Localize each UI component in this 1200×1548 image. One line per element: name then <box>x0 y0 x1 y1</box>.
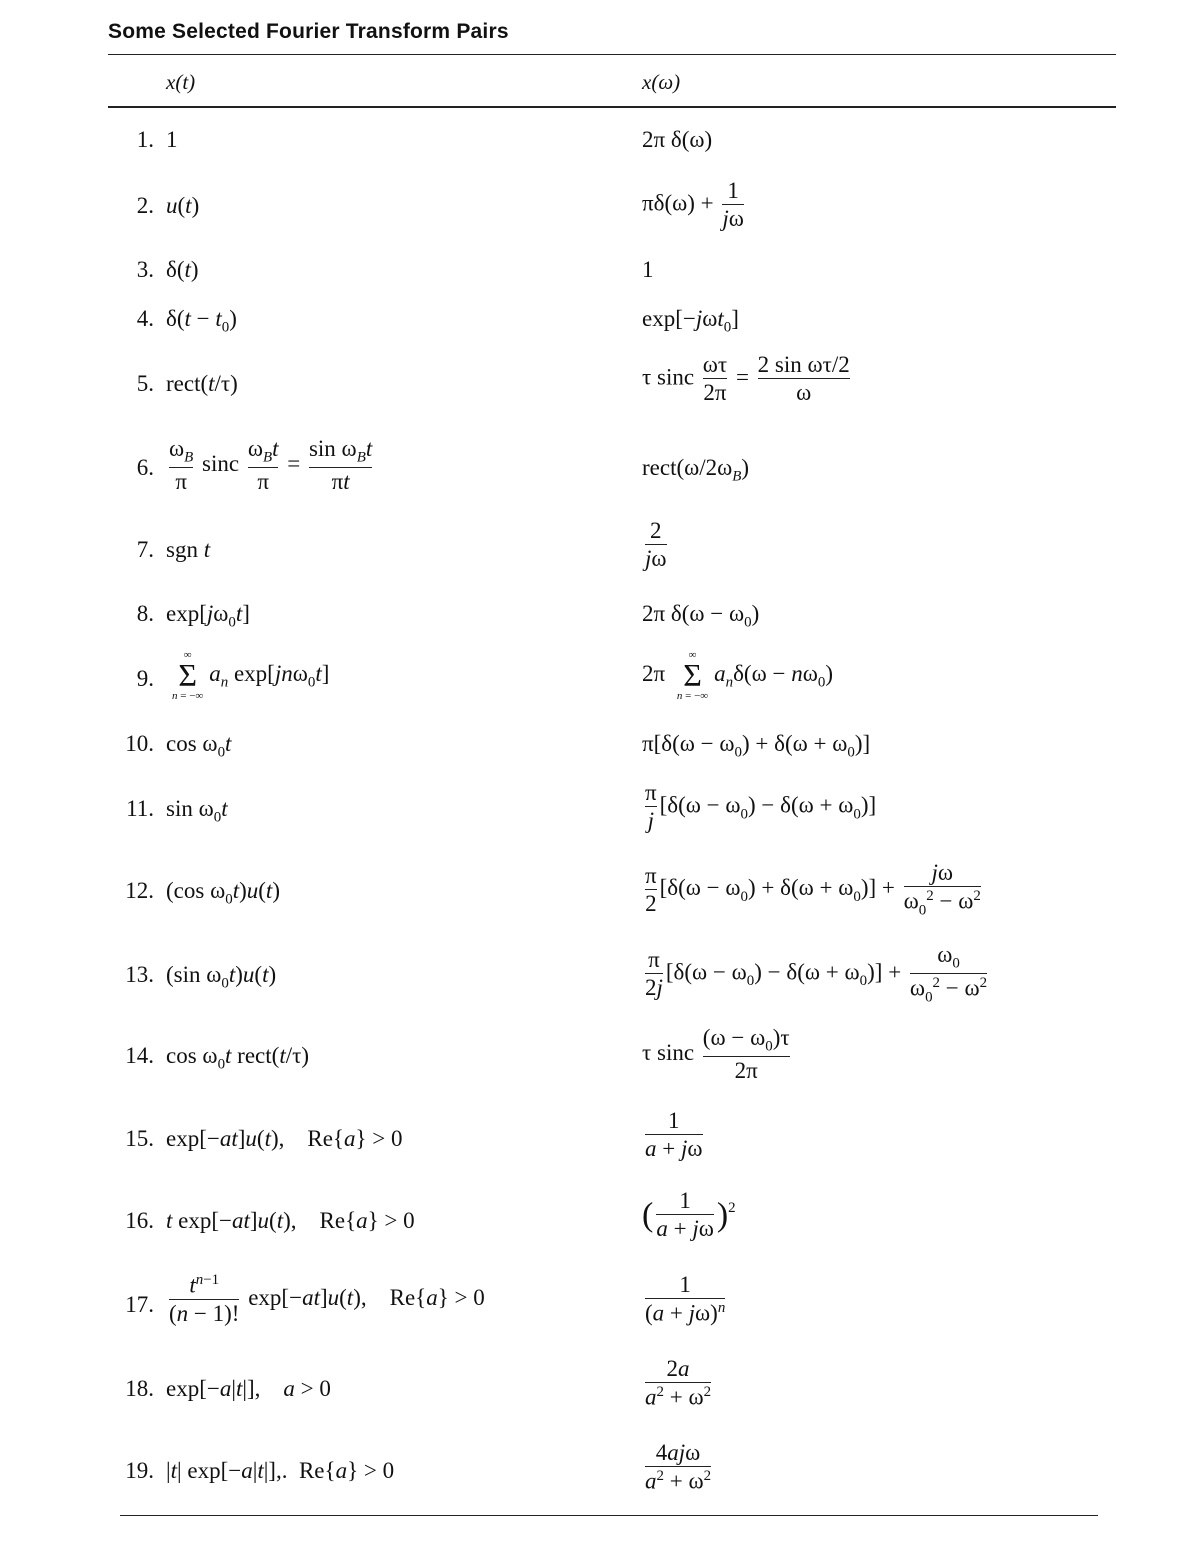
time-expr: $\sin \omega_0t$ <box>166 796 228 826</box>
row-number: 16. <box>125 1208 154 1233</box>
row-number: 4. <box>136 306 154 331</box>
row-number: 12. <box>125 878 154 903</box>
row-number: 10. <box>125 731 154 756</box>
header-rule <box>108 106 1116 108</box>
row-number: 8. <box>136 601 154 626</box>
freq-expr: 1 <box>642 257 654 282</box>
bottom-rule <box>120 1515 1098 1516</box>
time-expr: $\exp[j\omega_0t]$ <box>166 601 250 631</box>
time-expr: sgn t <box>166 537 211 562</box>
freq-expr: 2π $\delta(\omega - \omega_0)$ <box>642 601 760 631</box>
freq-expr: τ sinc $\frac{(\omega - \omega_0)\tau}{2\pi}$ <box>642 1025 790 1083</box>
time-expr: $\frac{\omega_B}{\pi}$ sinc $\frac{\omega_Bt}{\pi}$ = $\frac{\sin \omega_Bt}{\pi t}$ <box>169 436 373 494</box>
time-expr: u(t) <box>166 193 200 218</box>
time-expr: 1 <box>166 127 178 152</box>
freq-expr: πδ(ω) + $\frac{1}{j\omega}$ <box>642 178 744 232</box>
row-number: 7. <box>136 537 154 562</box>
time-expr: exp[−at]u(t), Re{a} > 0 <box>166 1126 403 1151</box>
freq-expr: 2π ∞ Σ n = −∞ $a_n\delta(\omega - n\omega_0)$ <box>642 649 833 702</box>
time-expr: (cos $\omega_0t)u(t)$ <box>166 878 280 908</box>
time-expr: t exp[−at]u(t), Re{a} > 0 <box>166 1208 415 1233</box>
time-expr: rect(t/τ) <box>166 371 238 396</box>
time-expr: $\cos \omega_0t$ <box>166 731 232 761</box>
freq-expr: exp[−jωt$_0$] <box>642 306 739 336</box>
freq-expr: $\frac{\text{4ajω}}{a^2 + \omega^2}$ <box>645 1440 712 1495</box>
header-time-label: x(t) <box>166 70 196 94</box>
time-expr: $\cos \omega_0t$ rect(t/τ) <box>166 1043 309 1073</box>
row-number: 2. <box>136 193 154 218</box>
freq-expr: 2π δ(ω) <box>642 127 713 152</box>
freq-expr: $\pi[\delta(\omega - \omega_0) + \delta(\omega + \omega_0)]$ <box>642 731 871 761</box>
row-number: 3. <box>136 257 154 282</box>
freq-expr: τ sinc $\frac{\omega\tau}{2\pi}$ = $\frac{\text{2 sin ωτ/2}}{\omega}$ <box>642 352 850 406</box>
row-number: 1. <box>136 127 154 152</box>
freq-expr: $\frac{\pi}{2}$ $[\delta(\omega - \omega_0) + \delta(\omega + \omega_0)]$ + $\frac{j\omega}{\omega_0^2 - \omega^2}$ <box>645 860 981 919</box>
time-expr: $\frac{t^{n-1}}{(n - 1)!}$ exp[−at]u(t), Re{a} > 0 <box>169 1272 485 1327</box>
row-number: 15. <box>125 1126 154 1151</box>
time-expr: (sin $\omega_0t)u(t)$ <box>166 962 277 992</box>
time-expr: $\delta(t - t_0)$ <box>166 306 237 336</box>
header-time <box>166 70 195 95</box>
row-number: 13. <box>125 962 154 987</box>
freq-expr: $\frac{2a}{a^2 + \omega^2}$ <box>645 1356 712 1411</box>
header-freq <box>642 70 680 95</box>
row-number: 9. <box>136 666 154 691</box>
freq-expr: ( $\frac{1}{a + j\omega}$ )$^2$ <box>642 1188 736 1242</box>
row-number: 18. <box>125 1376 154 1401</box>
row-number: 19. <box>125 1458 154 1483</box>
freq-expr: $rect(\omega/2\omega_B)$ <box>642 455 750 485</box>
time-expr: |t| exp[−a|t|],. Re{a} > 0 <box>166 1458 395 1483</box>
freq-expr: $\frac{\pi}{j}$ $[\delta(\omega - \omega_0) - \delta(\omega + \omega_0)]$ <box>645 780 877 834</box>
freq-expr: $\frac{1}{a + j\omega}$ <box>645 1108 703 1162</box>
row-number: 11. <box>126 796 154 821</box>
top-rule <box>108 54 1116 55</box>
row-number: 5. <box>136 371 154 396</box>
freq-expr: $\frac{2}{j\omega}$ <box>645 518 667 572</box>
table-title: Some Selected Fourier Transform Pairs <box>108 20 509 43</box>
row-number: 17. <box>125 1292 154 1317</box>
freq-expr: $\frac{\pi}{2j}$ $[\delta(\omega - \omega_0) - \delta(\omega + \omega_0)]$ + $\frac{\omega_0}{\omega_0^2 - \omega^2}$ <box>645 942 988 1006</box>
freq-expr: $\frac{1}{(a + j\omega)^n}$ <box>645 1272 726 1327</box>
header-freq-label: x(ω) <box>642 70 681 94</box>
row-number: 6. <box>136 455 154 480</box>
time-expr: δ(t) <box>166 257 199 282</box>
time-expr: exp[−a|t|], a > 0 <box>166 1376 331 1401</box>
row-number: 14. <box>125 1043 154 1068</box>
time-expr: ∞ Σ n = −∞ $a_n$ exp[jnω$_0$t] <box>172 649 330 702</box>
